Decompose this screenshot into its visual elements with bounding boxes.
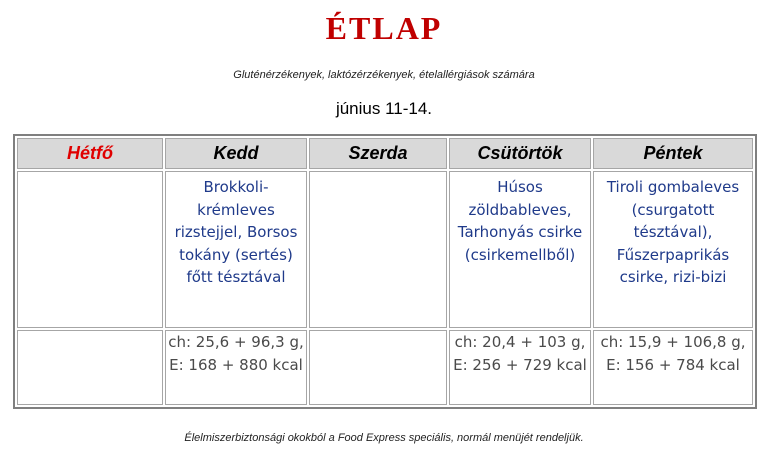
nutrition-text-friday: ch: 15,9 + 106,8 g, E: 156 + 784 kcal <box>600 333 746 374</box>
day-header-tuesday: Kedd <box>165 138 307 169</box>
nutrition-cell-wednesday <box>309 330 447 405</box>
dish-text-thursday: Húsos zöldbableves, Tarhonyás csirke (csirkemellből) <box>457 178 583 264</box>
dish-cell-wednesday <box>309 171 447 328</box>
dish-row <box>17 171 753 328</box>
dish-cell-tuesday <box>165 171 307 328</box>
footer-note: Élelmiszerbiztonsági okokból a Food Express speciális, normál menüjét rendeljük. <box>184 432 584 444</box>
menu-subtitle: Gluténérzékenyek, laktózérzékenyek, ételallérgiások számára <box>233 69 535 81</box>
day-header-thursday: Csütörtök <box>449 138 591 169</box>
dish-text-wednesday <box>310 172 446 176</box>
dish-text-friday: Tiroli gombaleves (csurgatott tésztával), Fűszerpaprikás csirke, rizi-bizi <box>606 178 740 286</box>
dish-cell-friday <box>593 171 753 328</box>
day-header-friday: Péntek <box>593 138 753 169</box>
dish-text-tuesday: Brokkoli-krémleves rizstejjel, Borsos tokány (sertés) főtt tésztával <box>174 178 298 286</box>
nutrition-row <box>17 330 753 405</box>
dish-text-monday <box>18 172 162 176</box>
day-header-wednesday: Szerda <box>309 138 447 169</box>
day-header-row <box>17 138 753 169</box>
menu-title: ÉTLAP <box>325 10 443 46</box>
nutrition-text-thursday: ch: 20,4 + 103 g, E: 256 + 729 kcal <box>453 333 587 374</box>
nutrition-cell-monday <box>17 330 163 405</box>
nutrition-cell-tuesday <box>165 330 307 405</box>
nutrition-text-tuesday: ch: 25,6 + 96,3 g, E: 168 + 880 kcal <box>168 333 304 374</box>
dish-cell-thursday <box>449 171 591 328</box>
nutrition-cell-thursday <box>449 330 591 405</box>
menu-table <box>13 134 757 409</box>
dish-cell-monday <box>17 171 163 328</box>
nutrition-cell-friday <box>593 330 753 405</box>
menu-date: június 11-14. <box>335 99 433 118</box>
day-header-monday: Hétfő <box>17 138 163 169</box>
